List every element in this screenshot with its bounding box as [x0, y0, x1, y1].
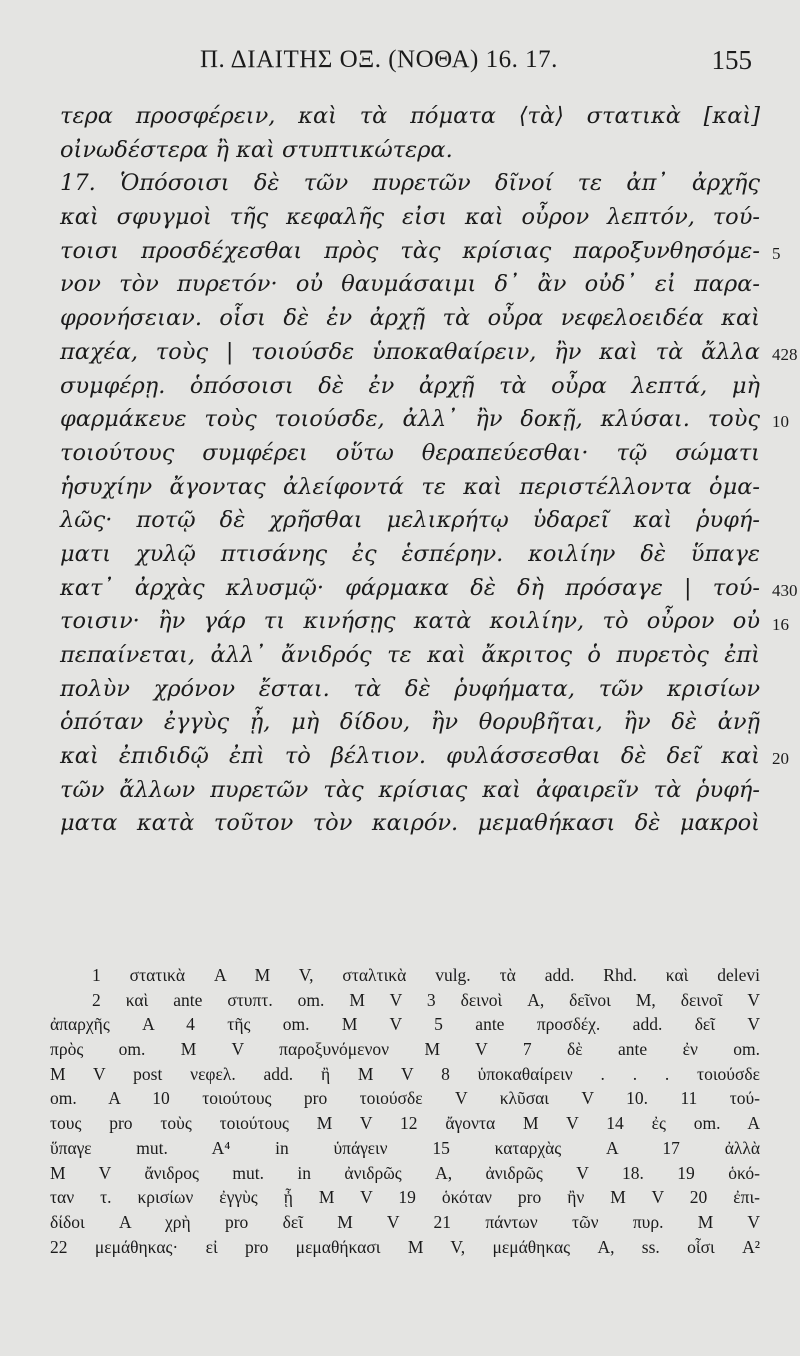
margin-line-number: 5: [772, 243, 781, 263]
running-head: Π. ΔΙΑΙΤΗΣ ΟΞ. (ΝΟΘΑ) 16. 17.: [200, 46, 558, 73]
footnote-line: M V post νεφελ. add. ἢ M V 8 ὑποκαθαίρειν . . . τοιούσδε: [50, 1063, 760, 1084]
footnote-line: ταν τ. κρισίων ἐγγὺς ᾖ M V 19 ὁκόταν pro ἢν M V 20 ἐπι-: [50, 1187, 760, 1208]
text-line: οἰνωδέστερα ἢ καὶ στυπτικώτερα.: [60, 136, 453, 163]
footnote-line: ἀπαρχῆς A 4 τῆς om. M V 5 ante προσδέχ. add. δεῖ V: [50, 1014, 760, 1035]
text-line: τοιούτους συμφέρει οὕτω θεραπεύεσθαι· τῷ σώματι: [60, 439, 760, 466]
margin-line-number: 430: [772, 580, 798, 600]
text-line: 17. Ὁπόσοισι δὲ τῶν πυρετῶν δῖνοί τε ἀπ᾽ ἀρχῆς: [60, 170, 760, 197]
footnote-line: ὕπαγε mut. A⁴ in ὑπάγειν 15 καταρχὰς A 17 ἀλλὰ: [50, 1137, 760, 1158]
text-line: λῶς· ποτῷ δὲ χρῆσθαι μελικρήτῳ ὑδαρεῖ καὶ ῥυφή-: [60, 507, 760, 534]
text-line: τερα προσφέρειν, καὶ τὰ πόματα ⟨τὰ⟩ στατικὰ [καὶ]: [60, 103, 760, 129]
critical-apparatus: [50, 963, 760, 1259]
text-line: καὶ σφυγμοὶ τῆς κεφαλῆς εἰσι καὶ οὖρον λεπτόν, τού-: [60, 204, 760, 231]
footnote-line: τους pro τοὺς τοιούτους M V 12 ἄγοντα M V 14 ἐς om. A: [50, 1113, 760, 1134]
page-header: [0, 42, 800, 82]
text-line: νον τὸν πυρετόν· οὐ θαυμάσαιμι δ᾽ ἂν οὐδ᾽ εἰ παρα-: [60, 271, 760, 298]
text-line: κατ᾽ ἀρχὰς κλυσμῷ· φάρμακα δὲ δὴ πρόσαγε | τού-: [60, 574, 760, 601]
text-line: ἡσυχίην ἄγοντας ἀλείφοντά τε καὶ περιστέλλοντα ὁμα-: [60, 473, 760, 500]
margin-line-number: 428: [772, 344, 798, 364]
footnote-line: om. A 10 τοιούτους pro τοιούσδε V κλῦσαι V 10. 11 τού-: [50, 1088, 760, 1109]
text-line: τῶν ἄλλων πυρετῶν τὰς κρίσιας καὶ ἀφαιρεῖν τὰ ῥυφή-: [60, 776, 760, 803]
text-line: ματι χυλῷ πτισάνης ἐς ἑσπέρην. κοιλίην δὲ ὕπαγε: [60, 540, 760, 567]
text-line: ματα κατὰ τοῦτον τὸν καιρόν. μεμαθήκασι δὲ μακροὶ: [60, 810, 760, 837]
footnote-line: 2 καὶ ante στυπτ. om. M V 3 δεινοὶ A, δεῖνοι M, δεινοῖ V: [92, 989, 760, 1010]
text-line: φαρμάκευε τοὺς τοιούσδε, ἀλλ᾽ ἢν δοκῇ, κλύσαι. τοὺς: [60, 406, 760, 433]
footnote-line: 22 μεμάθηκας· εἰ pro μεμαθήκασι M V, μεμάθηκας A, ss. οἷσι A²: [50, 1236, 760, 1257]
text-line: πεπαίνεται, ἀλλ᾽ ἄνιδρός τε καὶ ἄκριτος ὁ πυρετὸς ἐπὶ: [60, 642, 760, 668]
text-line: συμφέρῃ. ὁπόσοισι δὲ ἐν ἀρχῇ τὰ οὖρα λεπτά, μὴ: [60, 372, 760, 399]
margin-line-number: 10: [772, 412, 789, 432]
margin-line-number: 16: [772, 614, 789, 634]
footnote-line: 1 στατικὰ A M V, σταλτικὰ vulg. τὰ add. Rhd. καὶ delevi: [92, 965, 760, 985]
text-line: πολὺν χρόνον ἔσται. τὰ δὲ ῥυφήματα, τῶν κρισίων: [60, 675, 760, 702]
footnote-line: M V ἄνιδρος mut. in ἀνιδρῶς A, ἀνιδρῶς V 18. 19 ὁκό-: [50, 1162, 760, 1183]
footnote-line: πρὸς om. M V παροξυνόμενον M V 7 δὲ ante ἐν om.: [50, 1039, 760, 1060]
text-line: ὁπόταν ἐγγὺς ᾖ, μὴ δίδου, ἢν θορυβῆται, ἢν δὲ ἀνῇ: [60, 709, 760, 736]
text-line: τοισι προσδέχεσθαι πρὸς τὰς κρίσιας παροξυνθησόμε-: [60, 237, 760, 264]
footnote-line: δίδοι A χρὴ pro δεῖ M V 21 πάντων τῶν πυρ. M V: [50, 1211, 760, 1232]
text-line: παχέα, τοὺς | τοιούσδε ὑποκαθαίρειν, ἢν καὶ τὰ ἄλλα: [60, 338, 760, 365]
page-number: 155: [711, 45, 752, 75]
text-line: καὶ ἐπιδιδῷ ἐπὶ τὸ βέλτιον. φυλάσσεσθαι δὲ δεῖ καὶ: [60, 743, 760, 770]
main-text-block: [60, 100, 760, 841]
margin-line-number: 20: [772, 749, 789, 769]
text-line: τοισιν· ἢν γάρ τι κινήσῃς κατὰ κοιλίην, τὸ οὖρον οὐ: [60, 608, 760, 635]
text-line: φρονήσειαν. οἷσι δὲ ἐν ἀρχῇ τὰ οὖρα νεφελοειδέα καὶ: [60, 305, 760, 332]
